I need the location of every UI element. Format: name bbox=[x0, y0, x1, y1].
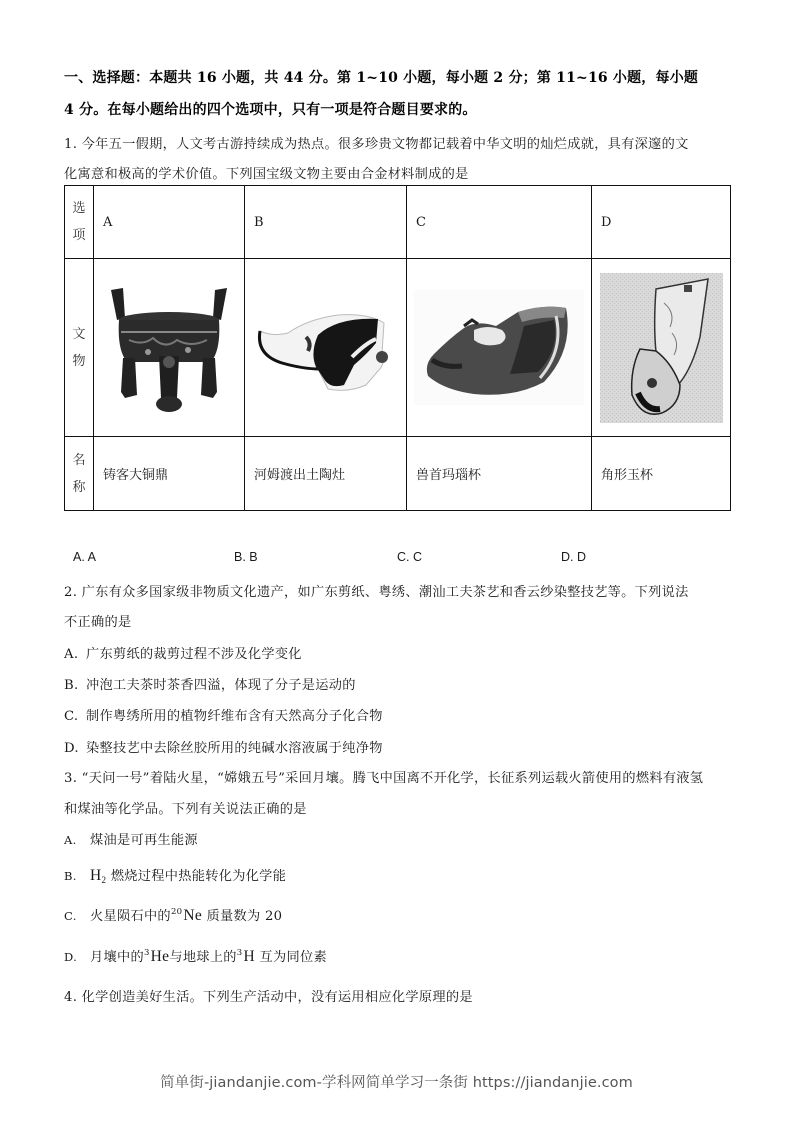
section-heading-line2: 4 分。在每小题给出的四个选项中，只有一项是符合题目要求的。 bbox=[64, 102, 477, 118]
relics-row bbox=[65, 259, 731, 437]
q2-option-d[interactable]: D. 染整技艺中去除丝胶所用的纯碱水溶液属于纯净物 bbox=[64, 741, 383, 756]
h2-formula: $H_2$ bbox=[90, 867, 107, 885]
footer-watermark: 简单街-jiandanjie.com-学科网简单学习一条街 https://jiandanjie.com bbox=[160, 1075, 633, 1091]
ne-element: Ne bbox=[183, 907, 203, 924]
q2-option-b[interactable]: B. 冲泡工夫茶时茶香四溢，体现了分子是运动的 bbox=[64, 678, 356, 693]
q4-stem-line1: 4. 化学创造美好生活。下列生产活动中，没有运用相应化学原理的是 bbox=[64, 990, 473, 1005]
q2-stem-line1: 2. 广东有众多国家级非物质文化遗产，如广东剪纸、粤绣、潮汕工夫茶艺和香云纱染整技艺等。下列说法 bbox=[64, 585, 689, 600]
q1-stem-line1: 1. 今年五一假期，人文考古游持续成为热点。很多珍贵文物都记载着中华文明的灿烂成就，具有深邃的文 bbox=[64, 137, 689, 152]
names-row bbox=[65, 437, 731, 511]
options-row bbox=[65, 186, 731, 259]
q1-choice-c[interactable]: C. C bbox=[397, 550, 422, 564]
q2-option-a[interactable]: A. 广东剪纸的裁剪过程不涉及化学变化 bbox=[64, 647, 302, 662]
q3-option-c[interactable]: C. 火星陨石中的$^{20}$Ne 质量数为 20 bbox=[64, 907, 283, 924]
q3-option-d[interactable]: D. 月壤中的$^3$He与地球上的$^3$H 互为同位素 bbox=[64, 948, 327, 965]
relic-name-d: 角形玉杯 bbox=[592, 437, 731, 511]
q3-option-a[interactable]: A. 煤油是可再生能源 bbox=[64, 833, 198, 848]
h-element: H bbox=[243, 948, 256, 965]
relic-d-cell bbox=[592, 259, 731, 437]
bronze-ding-image bbox=[103, 280, 235, 415]
relics-table bbox=[64, 185, 731, 511]
option-b-cell: B bbox=[245, 186, 407, 259]
q2-option-c[interactable]: C. 制作粤绣所用的植物纤维布含有天然高分子化合物 bbox=[64, 709, 383, 724]
q1-stem-line2: 化寓意和极高的学术价值。下列国宝级文物主要由合金材料制成的是 bbox=[64, 167, 469, 182]
relic-b-cell bbox=[245, 259, 407, 437]
section-heading-line1: 一、选择题：本题共 16 小题，共 44 分。第 1~10 小题，每小题 2 分；第 11~16 小题，每小题 bbox=[64, 70, 699, 86]
option-a-cell: A bbox=[94, 186, 245, 259]
q3-option-b[interactable]: B. $H_2$ 燃烧过程中热能转化为化学能 bbox=[64, 867, 287, 885]
row-header-relics: 文 物 bbox=[65, 259, 94, 437]
q3-stem-line1: 3. “天问一号”着陆火星，“嫦娥五号”采回月壤。腾飞中国离不开化学，长征系列运载火箭使用的燃料有液氢 bbox=[64, 771, 704, 786]
row-header-options: 选 项 bbox=[65, 186, 94, 259]
relic-a-cell bbox=[94, 259, 245, 437]
q2-stem-line2: 不正确的是 bbox=[64, 615, 132, 630]
row-header-names: 名 称 bbox=[65, 437, 94, 511]
relic-name-c: 兽首玛瑙杯 bbox=[407, 437, 592, 511]
option-d-cell: D bbox=[592, 186, 731, 259]
q1-choice-d[interactable]: D. D bbox=[561, 550, 586, 564]
he-element: He bbox=[150, 948, 170, 965]
jade-horn-cup-image bbox=[600, 273, 723, 423]
relic-name-b: 河姆渡出土陶灶 bbox=[245, 437, 407, 511]
relic-c-cell bbox=[407, 259, 592, 437]
q1-choice-b[interactable]: B. B bbox=[234, 550, 258, 564]
agate-cup-image bbox=[414, 290, 584, 405]
q1-choice-a[interactable]: A. A bbox=[73, 550, 96, 564]
option-c-cell: C bbox=[407, 186, 592, 259]
pottery-stove-image bbox=[248, 293, 403, 403]
q3-stem-line2: 和煤油等化学品。下列有关说法正确的是 bbox=[64, 802, 307, 817]
relic-name-a: 铸客大铜鼎 bbox=[94, 437, 245, 511]
